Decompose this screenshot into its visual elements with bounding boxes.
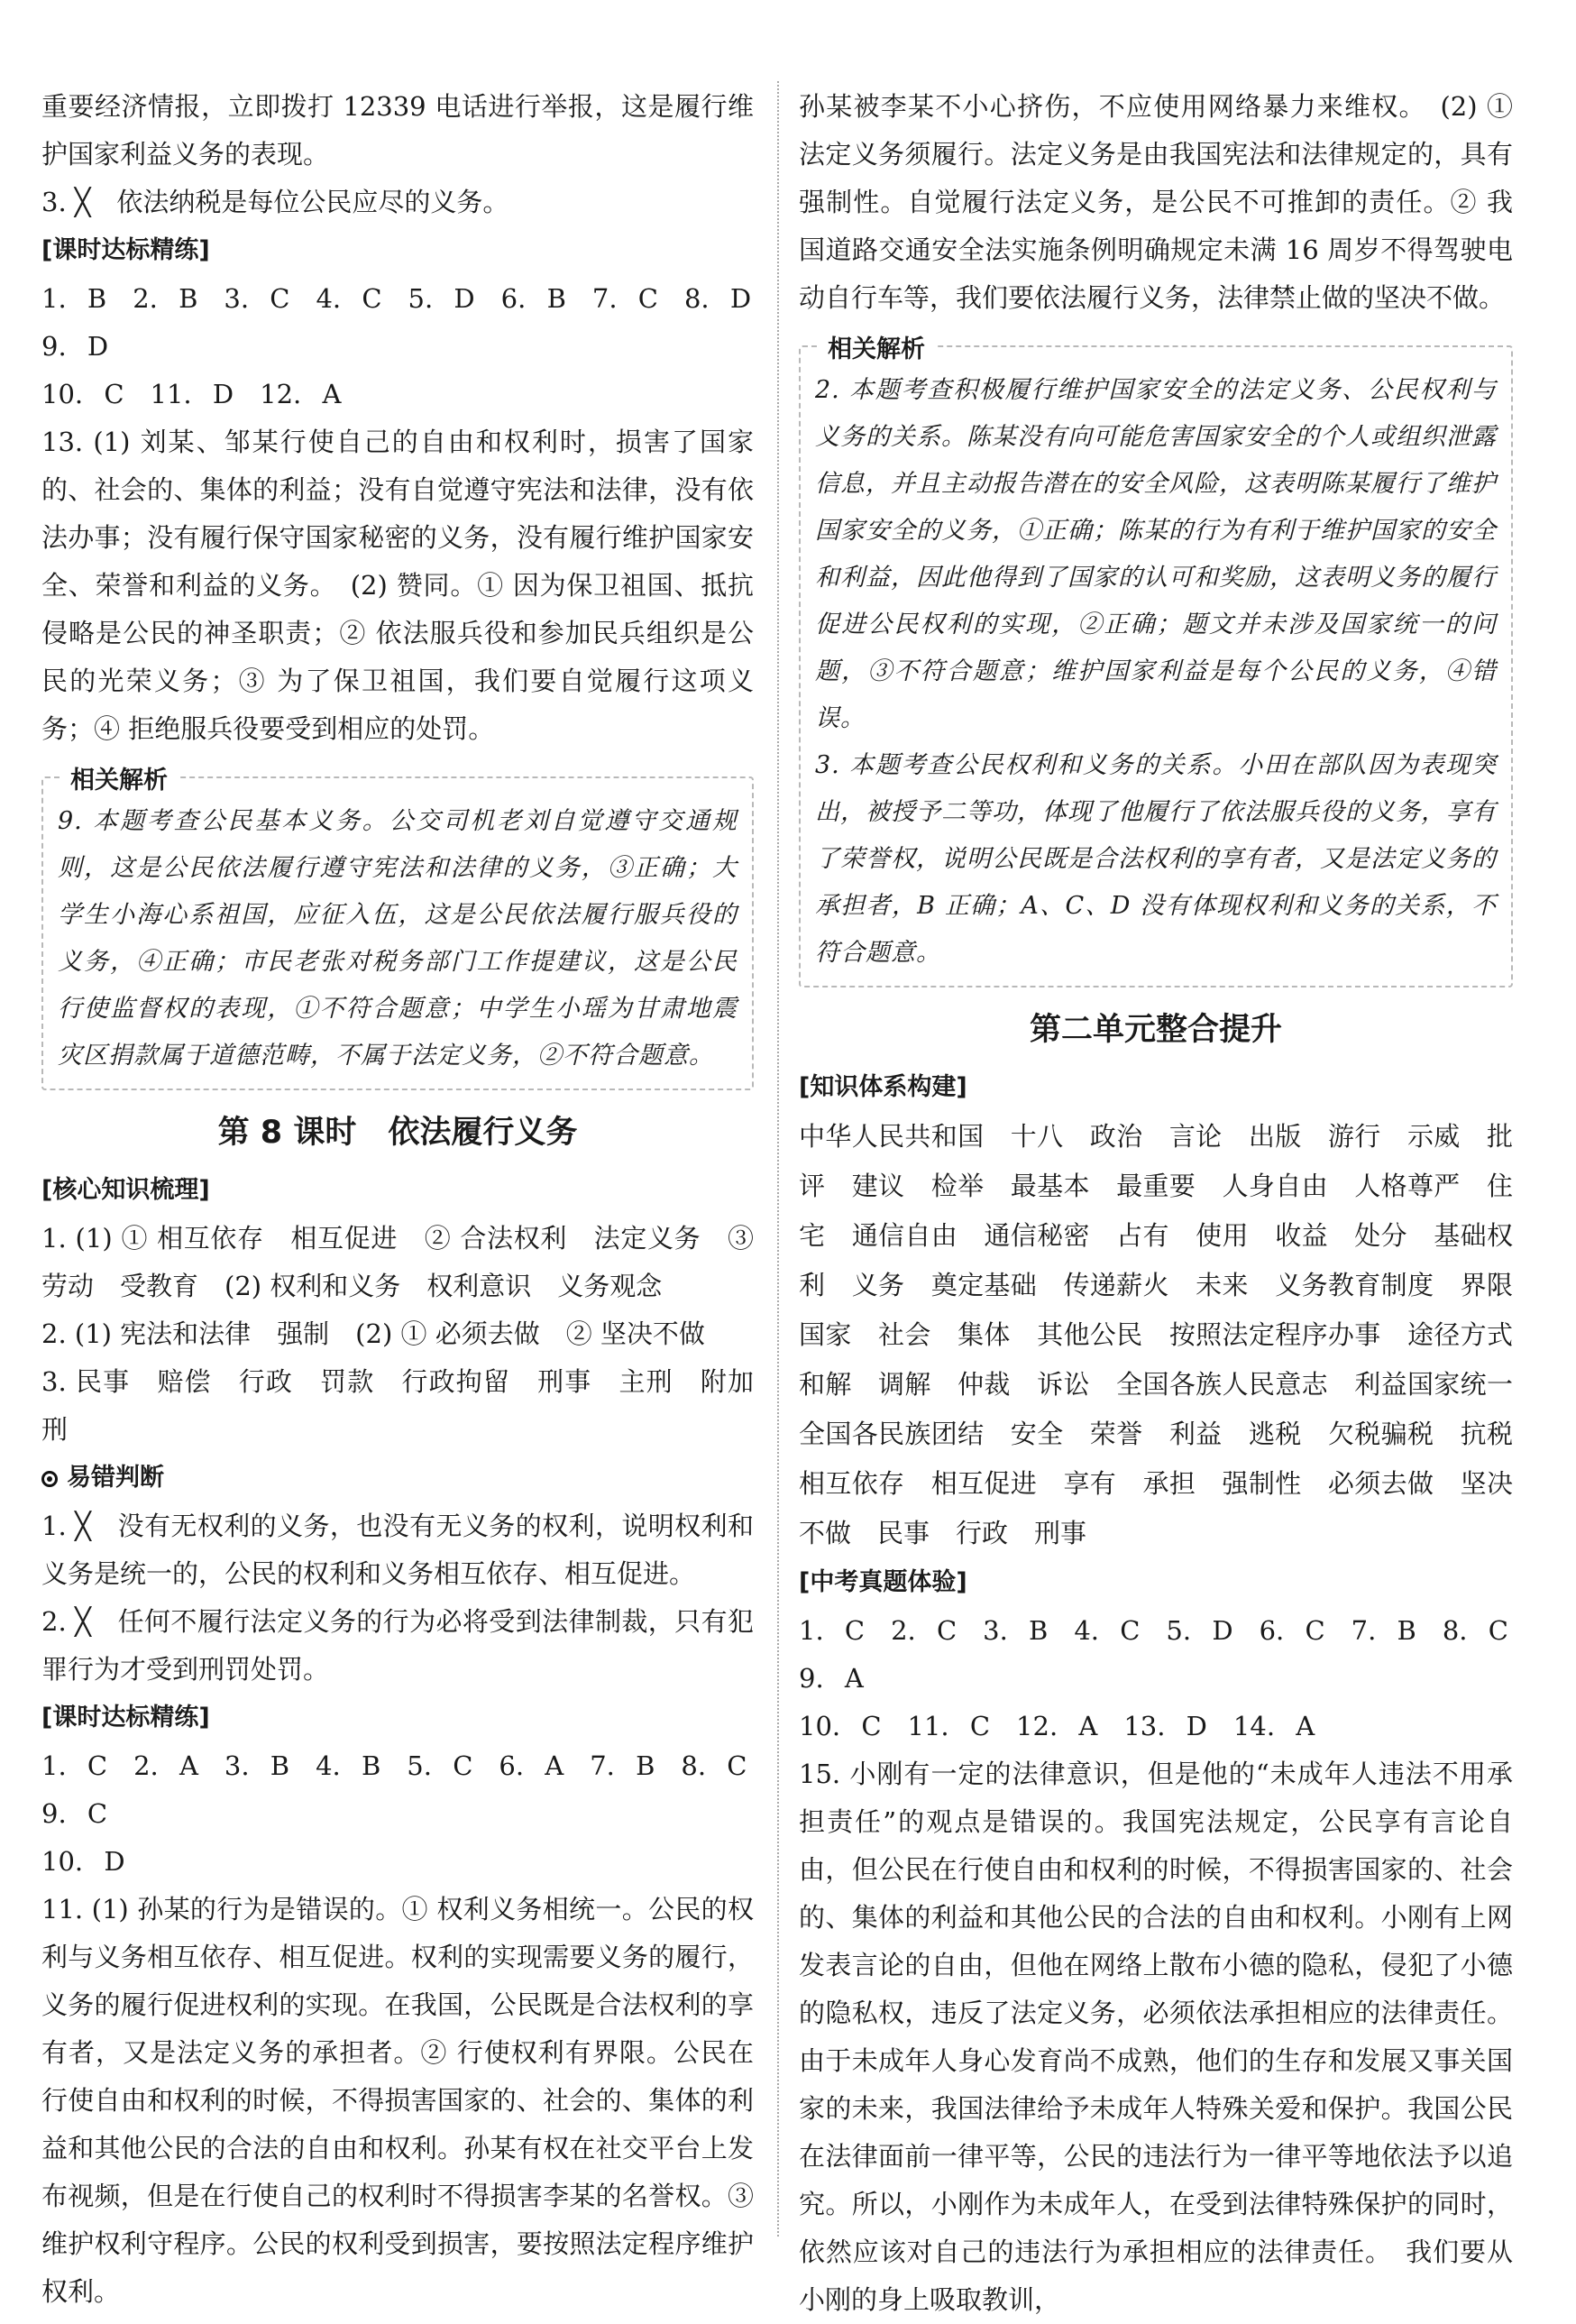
answer-11-continued: 孙某被李某不小心挤伤，不应使用网络暴力来维权。 (2) ① 法定义务须履行。法定义务是由我国宪法和法律规定的，具有强制性。自觉履行法定义务，是公民不可推卸的责任。② 我国道路交通安全法实施条例明确规定未满 16 周岁不得驾驶电动自行车等，我们要依法履行义务，法律禁止做的坚决不做。 xyxy=(799,91,1513,313)
knowledge-item-3: 3. 民事 赔偿 行政 罚款 行政拘留 刑事 主刑 附加刑 xyxy=(41,1366,754,1445)
section-header-system: [知识体系构建] xyxy=(799,1073,967,1101)
analysis-text: 9. 本题考查公民基本义务。公交司机老刘自觉遵守交通规则，这是公民依法履行遵守宪法和法律的义务，③正确；大学生小海心系祖国，应征入伍，这是公民依法履行服兵役的义务，④正确；市民老张对税务部门工作提建议，这是公民行使监督权的表现，①不符合题意；中学生小瑶为甘肃地震灾区捐款属于道德范畴，不属于法定义务，②不符合题意。 xyxy=(58,807,738,1070)
analysis-tag: 相关解析 xyxy=(60,760,179,795)
knowledge-item-1: 1. (1) ① 相互依存 相互促进 ② 合法权利 法定义务 ③ 劳动 受教育 (2) 权利和义务 权利意识 义务观念 xyxy=(41,1223,754,1301)
section-header-core: [核心知识梳理] xyxy=(41,1176,210,1204)
error-judgment-1: 1. ╳ 没有无权利的义务，也没有无义务的权利，说明权利和义务是统一的，公民的权利和义务相互依存、相互促进。 xyxy=(41,1511,754,1589)
knowledge-item-2: 2. (1) 宪法和法律 强制 (2) ① 必须去做 ② 坚决不做 xyxy=(41,1318,705,1349)
section-header-practice: [课时达标精练] xyxy=(41,236,210,264)
knowledge-terms: 中华人民共和国 十八 政治 言论 出版 游行 示威 批评 建议 检举 最基本 最重要 人身自由 人格尊严 住宅 通信自由 通信秘密 占有 使用 收益 处分 基础权利 义务 奠定基础 传递薪火 未来 义务教育制度 界限 国家 社会 集体 其他公民 按照法定程序办事 途径方式 和解 调解 仲裁 诉讼 全国各族人民意志 利益国家统一 全国各民族团结 安全 荣誉 利益 逃税 欠税骗税 抗税 相互依存 相互促进 享有 承担 强制性 必须去做 坚决不做 民事 行政 刑事 xyxy=(799,1121,1540,1548)
analysis-text-3: 3. 本题考查公民权利和义务的关系。小田在部队因为表现突出，被授予二等功，体现了他履行了依法服兵役的义务，享有了荣誉权，说明公民既是合法权利的享有者，又是法定义务的承担者，B 正确；A、C、D 没有体现权利和义务的关系，不符合题意。 xyxy=(815,751,1497,967)
error-judgment-header: 易错判断 xyxy=(41,1456,754,1501)
choice-answers-row: 10. D xyxy=(41,1846,125,1877)
analysis-tag: 相关解析 xyxy=(817,329,936,364)
answer-15: 15. 小刚有一定的法律意识，但是他的“未成年人违法不用承担责任”的观点是错误的。我国宪法规定，公民享有言论自由，但公民在行使自由和权利的时候，不得损害国家的、社会的、集体的利益和其他公民的合法的自由和权利。小刚有上网发表言论的自由，但他在网络上散布小德的隐私，侵犯了小德的隐私权，违反了法定义务，必须依法承担相应的法律责任。由于未成年人身心发育尚不成熟，他们的生存和发展又事关国家的未来，我国法律给予未成年人特殊关爱和保护。我国公民在法律面前一律平等，公民的违法行为一律平等地依法予以追究。所以，小刚作为未成年人，在受到法律特殊保护的同时，依然应该对自己的违法行为承担相应的法律责任。 我们要从小刚的身上吸取教训， xyxy=(799,1759,1513,2315)
choice-answers-row: 1. C 2. A 3. B 4. B 5. C 6. A 7. B 8. C 9. C xyxy=(41,1750,774,1829)
analysis-text-2: 2. 本题考查积极履行维护国家安全的法定义务、公民权利与义务的关系。陈某没有向可能危害国家安全的个人或组织泄露信息，并且主动报告潜在的安全风险，这表明陈某履行了维护国家安全的义务，①正确；陈某的行为有利于维护国家的安全和利益，因此他得到了国家的认可和奖励，这表明义务的履行促进公民权利的实现，②正确；题文并未涉及国家统一的问题，③不符合题意；维护国家利益是每个公民的义务，④错误。 xyxy=(815,376,1497,732)
left-column xyxy=(41,83,778,2316)
analysis-box xyxy=(799,335,1513,987)
column-divider xyxy=(777,81,779,2237)
choice-answers-row: 1. B 2. B 3. C 4. C 5. D 6. B 7. C 8. D 9. D xyxy=(41,283,778,362)
right-column xyxy=(799,83,1540,2324)
answer-13: 13. (1) 刘某、邹某行使自己的自由和权利时，损害了国家的、社会的、集体的利益；没有自觉遵守宪法和法律，没有依法办事；没有履行保守国家秘密的义务，没有履行维护国家安全、荣誉和利益的义务。 (2) 赞同。① 因为保卫祖国、抵抗侵略是公民的神圣职责；② 依法服兵役和参加民兵组织是公民的光荣义务；③ 为了保卫祖国，我们要自觉履行这项义务；④ 拒绝服兵役要受到相应的处罚。 xyxy=(41,427,754,744)
lesson-title: 第 8 课时 依法履行义务 xyxy=(217,1115,578,1151)
unit-title: 第二单元整合提升 xyxy=(1029,1012,1282,1048)
choice-answers-row: 1. C 2. C 3. B 4. C 5. D 6. C 7. B 8. C 9. A xyxy=(799,1615,1535,1694)
section-header-exam: [中考真题体验] xyxy=(799,1568,967,1596)
choice-answers-row: 10. C 11. D 12. A xyxy=(41,379,342,409)
judgment-answer-3: 3. ╳ 依法纳税是每位公民应尽的义务。 xyxy=(41,187,509,217)
choice-answers-row: 10. C 11. C 12. A 13. D 14. A xyxy=(799,1711,1315,1741)
paragraph-intro: 重要经济情报，立即拨打 12339 电话进行举报，这是履行维护国家利益义务的表现。 xyxy=(41,91,754,170)
answer-11: 11. (1) 孙某的行为是错误的。① 权利义务相统一。公民的权利与义务相互依存、相互促进。权利的实现需要义务的履行，义务的履行促进权利的实现。在我国，公民既是合法权利的享有者，又是法定义务的承担者。② 行使权利有界限。公民在行使自由和权利的时候，不得损害国家的、社会的、集体的利益和其他公民的合法的自由和权利。孙某有权在社交平台上发布视频，但是在行使自己的权利时不得损害李某的名誉权。③ 维护权利守程序。公民的权利受到损害，要按照法定程序维护权利。 xyxy=(41,1894,754,2307)
analysis-box xyxy=(41,767,754,1090)
error-judgment-2: 2. ╳ 任何不履行法定义务的行为必将受到法律制裁，只有犯罪行为才受到刑罚处罚。 xyxy=(41,1606,754,1685)
section-header-practice: [课时达标精练] xyxy=(41,1704,210,1732)
bullet-icon xyxy=(41,1471,58,1487)
